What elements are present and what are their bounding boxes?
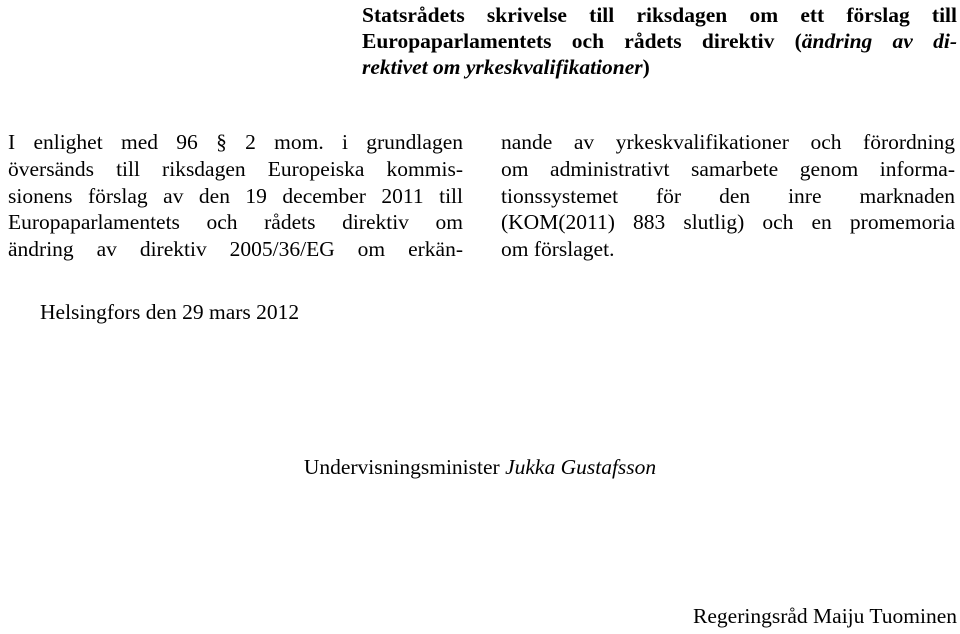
counsellor-signature: Regeringsråd Maiju Tuominen	[693, 604, 957, 628]
body-left-line-2: översänds till riksdagen Europeiska kommis-	[8, 156, 463, 181]
body-right-line-2: om administrativt samarbete genom informa-	[501, 156, 955, 181]
body-left-line-1: I enlighet med 96 § 2 mom. i grundlagen	[8, 130, 463, 154]
body-left-line-5: ändring av direktiv 2005/36/EG om erkän-	[8, 237, 463, 262]
body-left-line-3: sionens förslag av den 19 december 2011 till	[8, 183, 463, 208]
title-line-3-italic: rektivet om yrkeskvalifikationer	[362, 55, 643, 79]
title-line-3	[362, 54, 957, 80]
body-left-line-4: Europaparlamentets och rådets direktiv om	[8, 210, 463, 235]
place-and-date: Helsingfors den 29 mars 2012	[40, 300, 300, 324]
minister-name: Jukka Gustafsson	[505, 455, 657, 479]
body-left-column	[8, 129, 463, 263]
title-line-3-suffix: )	[642, 55, 650, 79]
body-right-line-1: nande av yrkeskvalifikationer och förordning	[501, 130, 955, 154]
title-line-1: Statsrådets skrivelse till riksdagen om ett förslag till	[362, 3, 957, 27]
minister-title: Undervisningsminister	[303, 455, 500, 479]
minister-signature	[0, 454, 960, 480]
title-line-2-italic: ändring av di-	[801, 29, 957, 53]
body-right-line-4: (KOM(2011) 883 slutlig) och en promemoria	[501, 210, 955, 235]
body-right-column	[501, 129, 955, 263]
body-right-line-3: tionssystemet för den inre marknaden	[501, 183, 955, 208]
title-line-2-text: Europaparlamentets och rådets direktiv (	[362, 29, 802, 53]
document-title	[362, 2, 957, 80]
body-right-line-5: om förslaget.	[501, 237, 615, 262]
title-line-2	[362, 28, 957, 54]
